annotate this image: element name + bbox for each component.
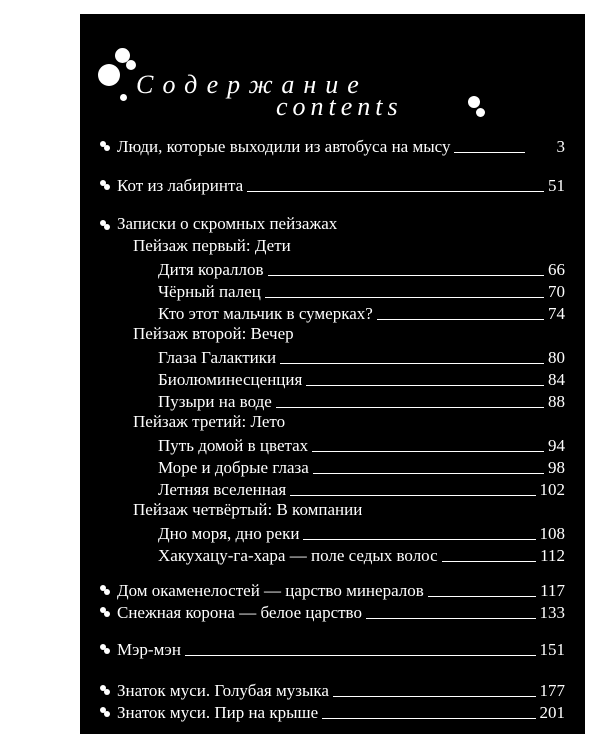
bullet-icon: [100, 685, 112, 697]
entry-title: Летняя вселенная: [158, 480, 287, 499]
leader-line: [442, 561, 536, 562]
entry-title: Снежная корона — белое царство: [117, 603, 362, 622]
toc-list: [80, 14, 585, 734]
entry-title: Дитя кораллов: [158, 260, 264, 279]
leader-line: [333, 696, 536, 697]
entry-page: 88: [548, 392, 565, 411]
toc-entry: [158, 302, 565, 324]
entry-title: Путь домой в цветах: [158, 436, 309, 455]
entry-page: 3: [556, 137, 565, 156]
book-page: [80, 14, 585, 734]
entry-title: Кто этот мальчик в сумерках?: [158, 304, 373, 323]
entry-page: 70: [548, 282, 565, 301]
bullet-icon: [100, 585, 112, 597]
leader-line: [303, 539, 535, 540]
entry-title: Знаток муси. Голубая музыка: [117, 681, 329, 700]
entry-page: 94: [548, 436, 565, 455]
entry-page: 133: [539, 603, 565, 622]
entry-title: Чёрный палец: [158, 282, 261, 301]
leader-line: [377, 319, 544, 320]
entry-title: Дом окаменелостей — царство минералов: [117, 581, 424, 600]
entry-page: 98: [548, 458, 565, 477]
heading-title-en: contents: [276, 92, 403, 121]
subsection-title: Пейзаж второй: Вечер: [133, 324, 294, 343]
entry-page: 84: [548, 370, 565, 389]
toc-entry: [158, 434, 565, 456]
toc-entry: [117, 601, 565, 623]
leader-line: [366, 618, 536, 619]
leader-line: [247, 191, 544, 192]
entry-title: Люди, которые выходили из автобуса на мысу: [117, 137, 451, 156]
entry-title: Дно моря, дно реки: [158, 524, 300, 543]
toc-entry: [158, 478, 565, 500]
subsection-title: Пейзаж четвёртый: В компании: [133, 500, 363, 519]
toc-entry: [158, 280, 565, 302]
bullet-icon: [100, 707, 112, 719]
entry-title: Море и добрые глаза: [158, 458, 309, 477]
toc-entry: [117, 679, 565, 701]
leader-line: [290, 495, 535, 496]
entry-page: 51: [548, 176, 565, 195]
toc-entry: [158, 368, 565, 390]
entry-page: 108: [539, 524, 565, 543]
subsection-title: Пейзаж третий: Лето: [133, 412, 286, 431]
entry-page: 117: [540, 581, 565, 600]
entry-page: 112: [540, 546, 565, 565]
leader-line: [306, 385, 544, 386]
toc-entry: [117, 638, 565, 660]
bullet-icon: [100, 644, 112, 656]
entry-title: Хакухацу-га-хара — поле седых волос: [158, 546, 438, 565]
heading-title-ru: Содержание: [136, 70, 368, 99]
entry-title: Мэр-мэн: [117, 640, 181, 659]
leader-line: [265, 297, 544, 298]
toc-entry: [117, 701, 565, 723]
toc-entry: [158, 258, 565, 280]
entry-page: 80: [548, 348, 565, 367]
leader-line: [276, 407, 544, 408]
bullet-icon: [100, 607, 112, 619]
section-title: Записки о скромных пейзажах: [117, 214, 338, 233]
leader-line: [428, 596, 536, 597]
entry-title: Биолюминесценция: [158, 370, 303, 389]
subsection-title: Пейзаж первый: Дети: [133, 236, 291, 255]
entry-title: Пузыри на воде: [158, 392, 272, 411]
entry-page: 102: [539, 480, 565, 499]
toc-entry: [158, 456, 565, 478]
entry-title: Кот из лабиринта: [117, 176, 244, 195]
toc-entry: [158, 346, 565, 368]
bullet-icon: [100, 141, 112, 153]
leader-line: [313, 473, 544, 474]
entry-title: Глаза Галактики: [158, 348, 277, 367]
leader-line: [454, 152, 524, 153]
entry-page: 66: [548, 260, 565, 279]
toc-entry: [158, 544, 565, 566]
bullet-icon: [100, 180, 112, 192]
bullet-icon: [100, 220, 112, 232]
leader-line: [280, 363, 544, 364]
toc-entry: [117, 174, 565, 196]
entry-title: Знаток муси. Пир на крыше: [117, 703, 319, 722]
entry-page: 74: [548, 304, 565, 323]
leader-line: [322, 718, 535, 719]
entry-page: 201: [539, 703, 565, 722]
leader-line: [185, 655, 536, 656]
toc-entry: [117, 579, 565, 601]
leader-line: [312, 451, 544, 452]
toc-entry: [158, 522, 565, 544]
toc-entry: [158, 390, 565, 412]
entry-page: 177: [539, 681, 565, 700]
entry-page: 151: [539, 640, 565, 659]
toc-entry: [117, 135, 565, 157]
leader-line: [268, 275, 544, 276]
